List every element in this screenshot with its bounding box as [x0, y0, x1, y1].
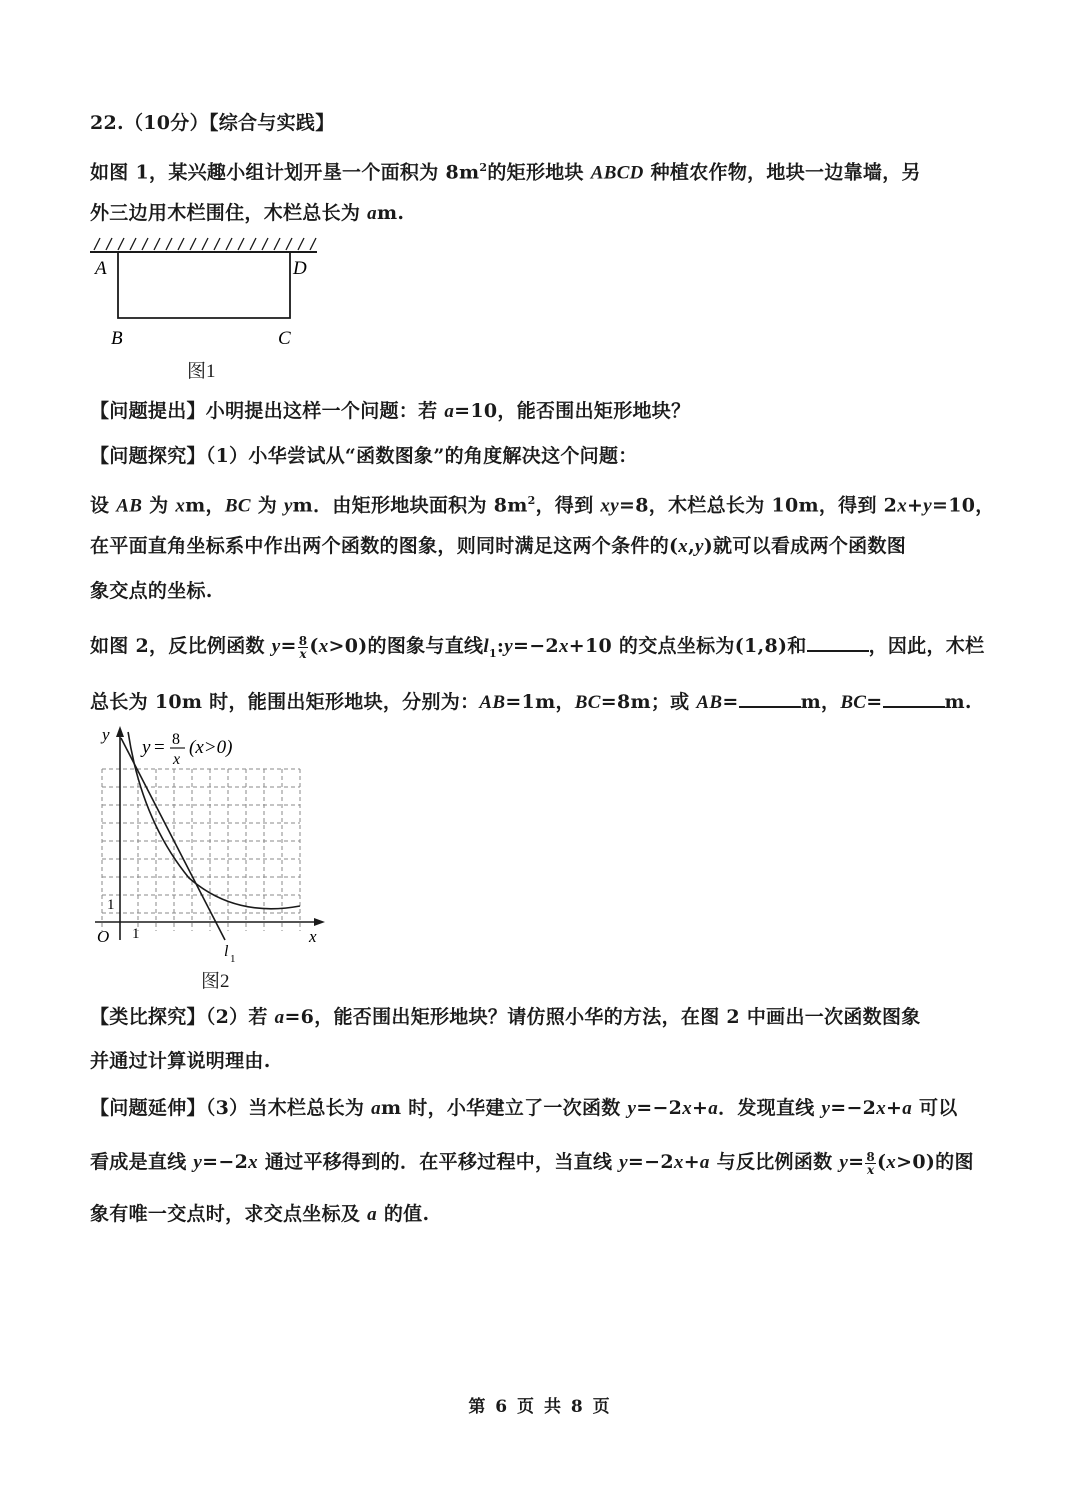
- answer-blank-intersection[interactable]: [807, 628, 869, 652]
- x-tick-1: 1: [132, 926, 140, 942]
- explore-line-1: 【问题探究】（1）小华尝试从“函数图象”的角度解决这个问题：: [90, 445, 638, 467]
- x-axis-arrow-icon: [314, 918, 325, 926]
- analog-line-2: 并通过计算说明理由.: [90, 1050, 271, 1072]
- equation-numerator: 8: [172, 731, 180, 748]
- fraction-8-over-x-2: $\frac{8}{x}$: [866, 1149, 875, 1177]
- fence-rectangle: [118, 252, 290, 318]
- explore-line-3: 在平面直角坐标系中作出两个函数的图象，则同时满足这两个条件的(x,y)就可以看成两个函数图: [90, 535, 907, 557]
- fig2-text-line-2: 总长为 10m 时，能围出矩形地块，分别为：AB=1m，BC=8m；或 AB= m，BC= m.: [90, 684, 990, 718]
- figure-2-graph: [85, 722, 335, 972]
- equation-y: y: [142, 737, 151, 758]
- hyperbola-curve: [128, 732, 300, 909]
- label-D: D: [293, 258, 307, 279]
- problem-line: 【问题提出】小明提出这样一个问题：若 a=10，能否围出矩形地块？: [90, 400, 691, 422]
- x-axis-label: x: [309, 927, 317, 946]
- y-tick-1: 1: [107, 897, 115, 913]
- answer-blank-AB[interactable]: [739, 684, 801, 708]
- origin-label: O: [97, 927, 110, 946]
- answer-blank-BC[interactable]: [883, 684, 945, 708]
- label-A: A: [95, 258, 107, 279]
- page-footer: 第 6 页 共 8 页: [468, 1397, 612, 1417]
- extend-line-2: 看成是直线 y=−2x 通过平移得到的．在平移过程中，当直线 y=−2x+a 与反比例函数 y= $\frac{8}{x}$ (x>0)的图: [90, 1149, 974, 1177]
- y-axis-arrow-icon: [116, 726, 124, 737]
- line-l1-label: l: [224, 943, 229, 960]
- line-l1: [121, 738, 225, 940]
- y-axis-label: y: [102, 725, 110, 744]
- label-B: B: [111, 328, 123, 349]
- equation-condition: (x>0): [189, 737, 233, 758]
- explore-line-2: 设 AB 为 xm，BC 为 ym．由矩形地块面积为 $8m^2$，得到 xy=8，木栏总长为 10m，得到 2x+y=10，: [90, 494, 995, 517]
- explore-line-4: 象交点的坐标.: [90, 580, 213, 602]
- analog-line-1: 【类比探究】（2）若 a=6，能否围出矩形地块？请仿照小华的方法，在图 2 中画出一次函数图象: [90, 1006, 921, 1028]
- figure-1-caption: 图1: [187, 361, 216, 382]
- equation-denominator: x: [173, 751, 181, 768]
- line-l1-subscript: 1: [230, 953, 236, 965]
- wall-hatching: [94, 238, 316, 250]
- figure-1-rectangle: [85, 232, 325, 357]
- intro-line-1: 如图 1，某兴趣小组计划开垦一个面积为 $8m^2$的矩形地块 ABCD 种植农作物，地块一边靠墙，另: [90, 161, 921, 184]
- question-title: 22.（10分）【综合与实践】: [90, 112, 335, 134]
- fraction-8-over-x: $\frac{8}{x}$: [298, 633, 308, 661]
- extend-line-3: 象有唯一交点时，求交点坐标及 a 的值.: [90, 1203, 430, 1225]
- grid-lines: [102, 769, 300, 931]
- label-C: C: [278, 328, 291, 349]
- extend-line-1: 【问题延伸】（3）当木栏总长为 am 时，小华建立了一次函数 y=−2x+a．发现直线 y=−2x+a 可以: [90, 1097, 958, 1119]
- equation-equals: =: [154, 737, 165, 758]
- intro-line-2: 外三边用木栏围住，木栏总长为 am.: [90, 202, 405, 224]
- fig2-text-line-1: 如图 2，反比例函数 y= $\frac{8}{x}$ (x>0)的图象与直线$l_1:y=-2x+10$ 的交点坐标为(1,8)和 ，因此，木栏: [90, 628, 990, 669]
- figure-2-caption: 图2: [201, 971, 230, 992]
